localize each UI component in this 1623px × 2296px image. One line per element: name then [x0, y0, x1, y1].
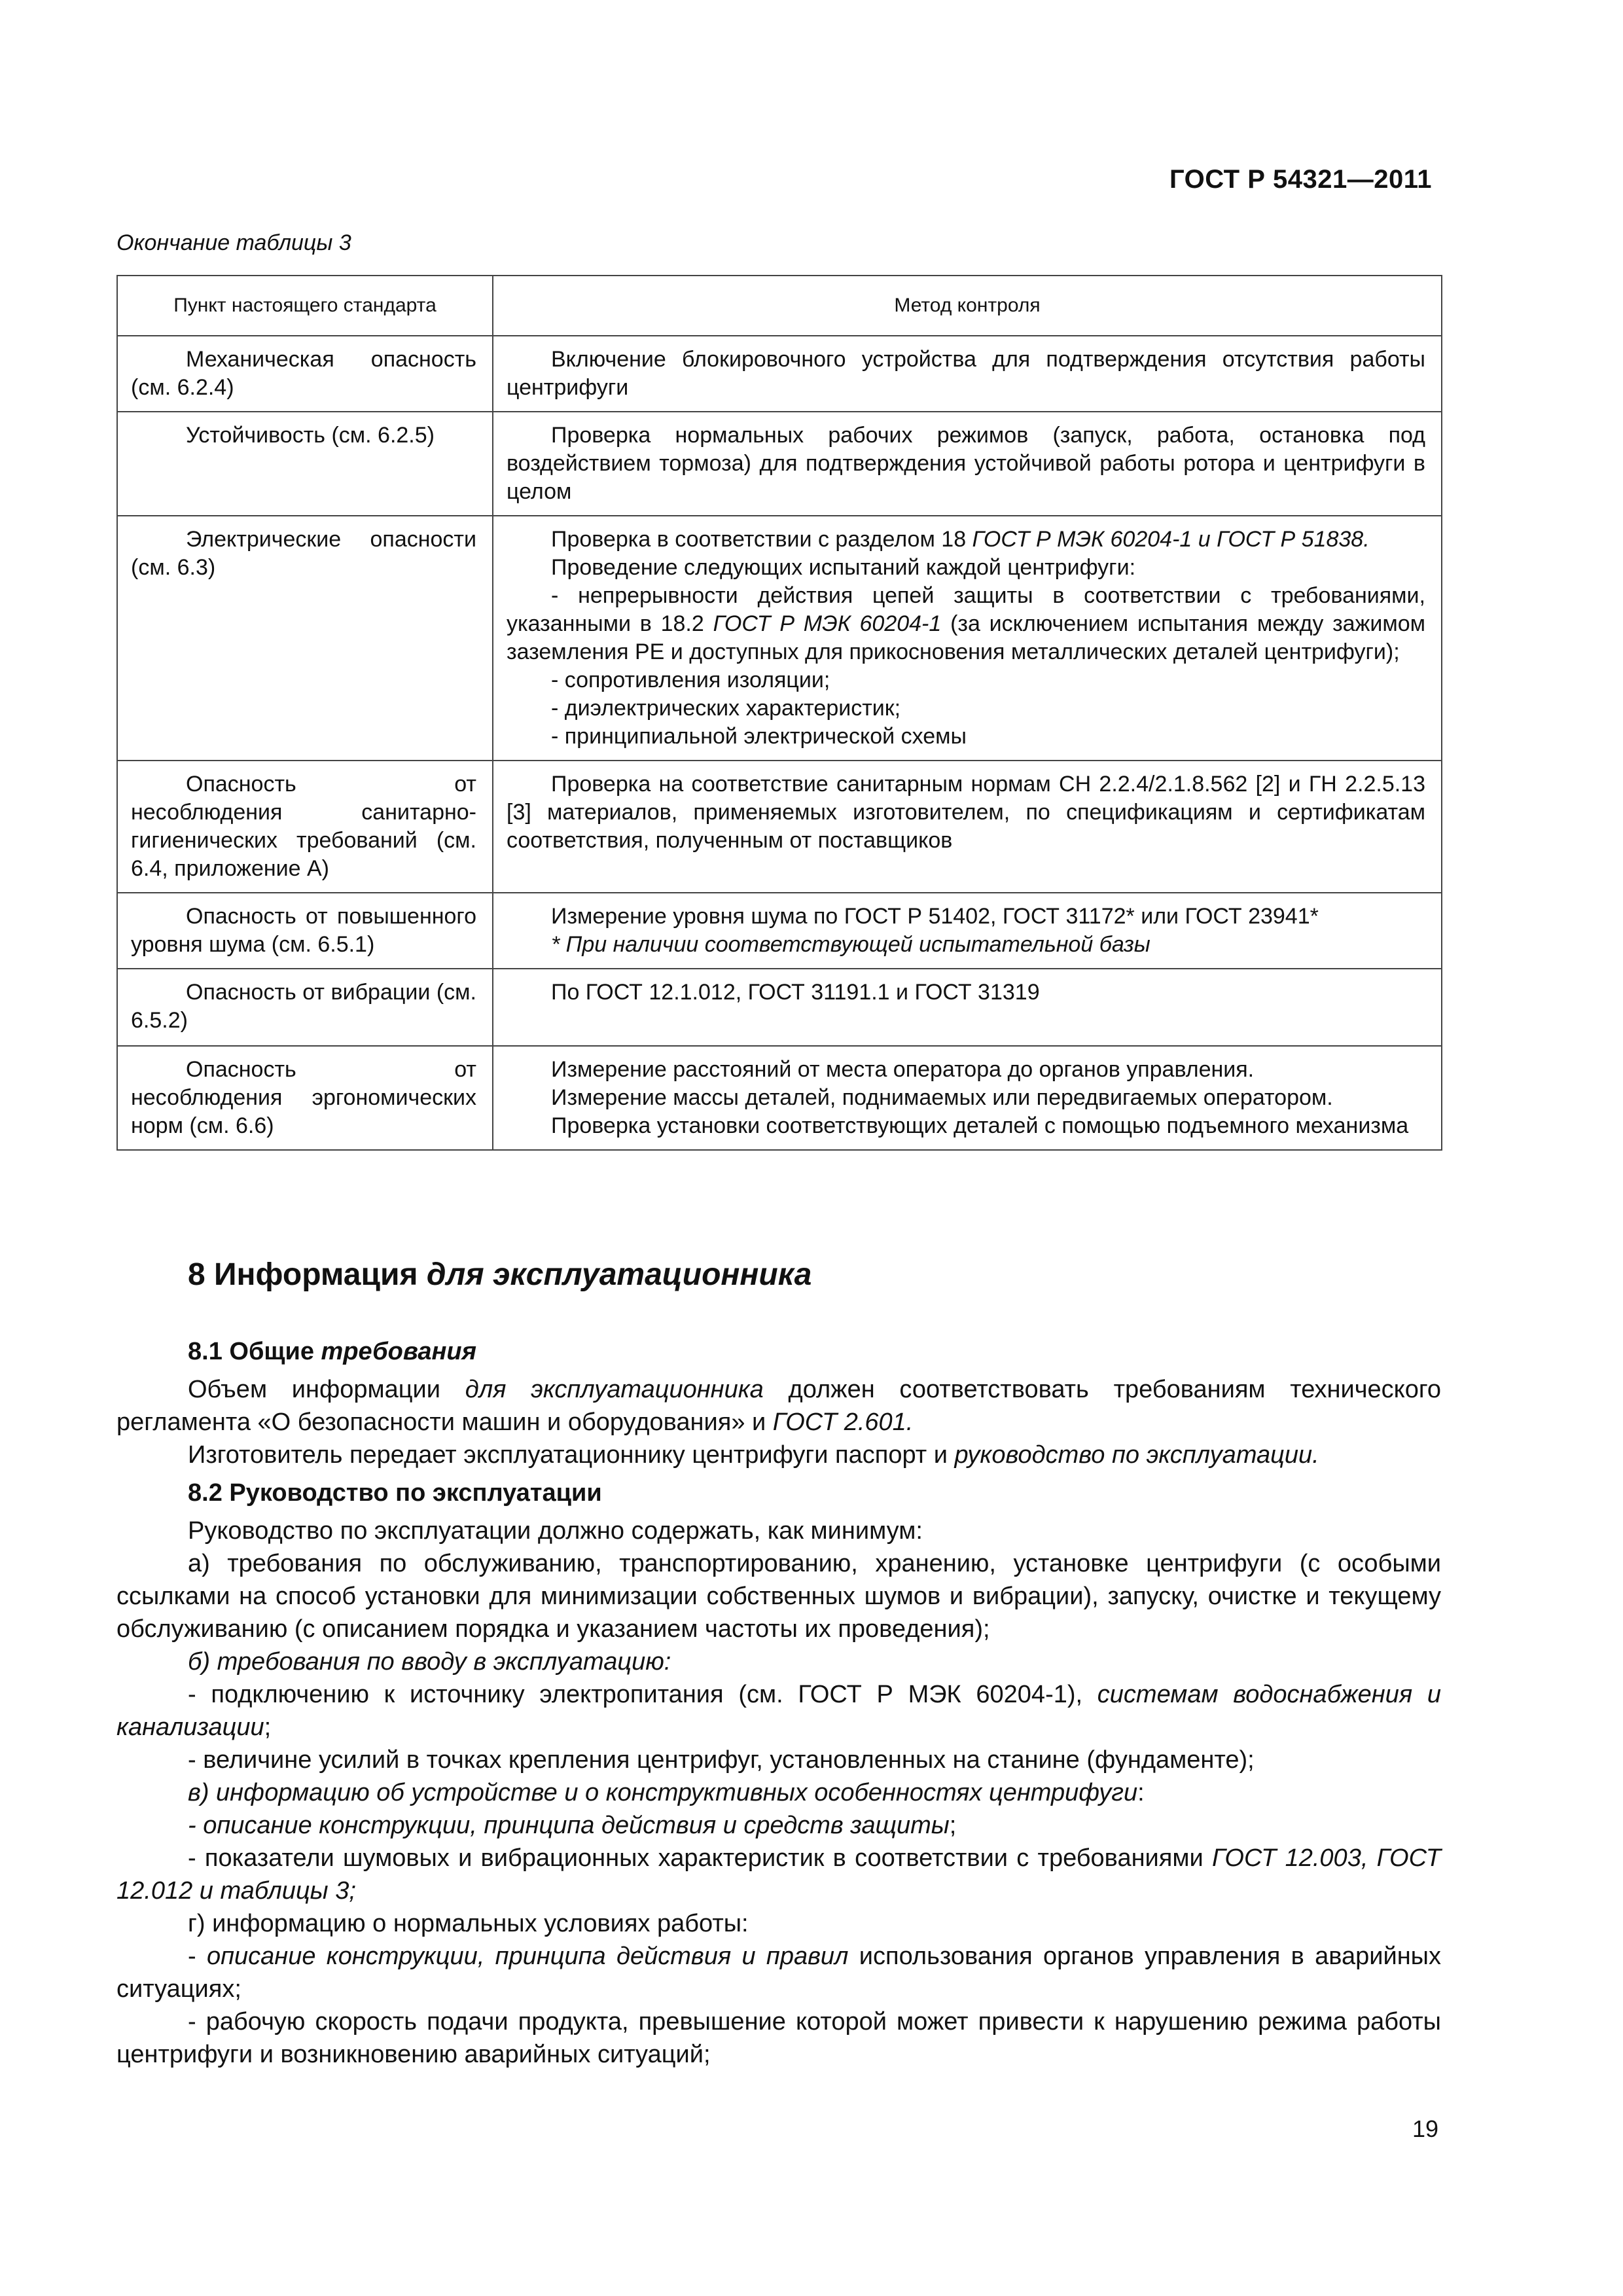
- table-row: [117, 516, 1442, 761]
- list-item: г) информацию о нормальных условиях работы:: [188, 1910, 749, 1937]
- list-item: в) информацию об устройстве и о конструктивных особенностях центрифуги:: [188, 1779, 1145, 1806]
- method-cell: Проверка на соответствие санитарным нормам СН 2.2.4/2.1.8.562 [2] и ГН 2.2.5.13 [3] материалов, применяемых изготовителем, по спецификациям и сертификатам соответствия, полученным от поставщиков: [493, 761, 1442, 893]
- list-item: - подключению к источнику электропитания (см. ГОСТ Р МЭК 60204-1), системам водоснабжения и канализации;: [116, 1681, 1441, 1741]
- list-item: - описание конструкции, принципа действия и средств защиты;: [188, 1812, 957, 1839]
- section-8-heading: 8 Информация для эксплуатационника: [188, 1257, 812, 1292]
- table-row: [117, 412, 1442, 516]
- method-cell: Включение блокировочного устройства для подтверждения отсутствия работы центрифуги: [493, 336, 1442, 412]
- list-item: - показатели шумовых и вибрационных характеристик в соответствии с требованиями ГОСТ 12.003, ГОСТ 12.012 и таблицы 3;: [116, 1844, 1441, 1905]
- item-cell: Опасность от несоблюдения эргономических норм (см. 6.6): [117, 1046, 493, 1150]
- item-cell: Опасность от вибрации (см. 6.5.2): [117, 969, 493, 1046]
- table-header-row: [117, 276, 1442, 336]
- item-cell: Механическая опасность (см. 6.2.4): [117, 336, 493, 412]
- document-code: ГОСТ Р 54321—2011: [1169, 165, 1432, 194]
- list-item: - величине усилий в точках крепления центрифуг, установленных на станине (фундаменте);: [188, 1746, 1255, 1774]
- paragraph: Руководство по эксплуатации должно содержать, как минимум:: [188, 1517, 923, 1545]
- method-cell: Измерение расстояний от места оператора до органов управления. Измерение массы деталей, поднимаемых или передвигаемых оператором. Проверка установки соответствующих деталей с помощью подъемного механизма: [493, 1046, 1442, 1150]
- item-cell: Опасность от несоблюдения санитарно-гигиенических требований (см. 6.4, приложение А): [117, 761, 493, 893]
- table-row: [117, 893, 1442, 969]
- list-item: - принципиальной электрической схемы: [551, 724, 967, 749]
- item-cell: Устойчивость (см. 6.2.5): [117, 412, 493, 516]
- footnote: * При наличии соответствующей испытательной базы: [551, 932, 1150, 957]
- list-item: - рабочую скорость подачи продукта, превышение которой может привести к нарушению режима работы центрифуги и возникновению аварийных ситуаций;: [116, 2008, 1441, 2068]
- subsection-8-2-heading: 8.2 Руководство по эксплуатации: [188, 1479, 602, 1507]
- subsection-8-1-heading: 8.1 Общие требования: [188, 1338, 476, 1365]
- column-header-method: Метод контроля: [493, 276, 1442, 336]
- list-item: - описание конструкции, принципа действия и правил использования органов управления в аварийных ситуациях;: [116, 1943, 1441, 2003]
- list-item: - диэлектрических характеристик;: [551, 696, 901, 721]
- list-item: б) требования по вводу в эксплуатацию:: [188, 1648, 671, 1676]
- item-cell: Опасность от повышенного уровня шума (см. 6.5.1): [117, 893, 493, 969]
- control-methods-table: [116, 275, 1442, 1151]
- method-cell: По ГОСТ 12.1.012, ГОСТ 31191.1 и ГОСТ 31319: [493, 969, 1442, 1046]
- method-cell: Измерение уровня шума по ГОСТ Р 51402, ГОСТ 31172* или ГОСТ 23941* * При наличии соответствующей испытательной базы: [493, 893, 1442, 969]
- section-8-body: [116, 1335, 1441, 2071]
- list-item: а) требования по обслуживанию, транспортированию, хранению, установке центрифуги (с особыми ссылками на способ установки для минимизации собственных шумов и вибрации), запуску, очистке и текущему обслуживанию (с описанием порядка и указанием частоты их проведения);: [116, 1550, 1441, 1643]
- method-cell: Проверка в соответствии с разделом 18 ГОСТ Р МЭК 60204-1 и ГОСТ Р 51838. Проведение следующих испытаний каждой центрифуги: - непрерывности действия цепей защиты в соответствии с требованиями, указанными в 18.2 ГОСТ Р МЭК 60204-1 (за исключением испытания между зажимом заземления PE и доступных для прикосновения металлических деталей центрифуги); - сопротивления изоляции; - диэлектрических характеристик; - принципиальной электрической схемы: [493, 516, 1442, 761]
- paragraph: Объем информации для эксплуатационника должен соответствовать требованиям технического регламента «О безопасности машин и оборудования» и ГОСТ 2.601.: [116, 1376, 1441, 1436]
- table-row: [117, 969, 1442, 1046]
- table-row: [117, 336, 1442, 412]
- table-row: [117, 761, 1442, 893]
- table-caption: Окончание таблицы 3: [116, 230, 351, 255]
- list-item: - сопротивления изоляции;: [551, 668, 830, 692]
- method-cell: Проверка нормальных рабочих режимов (запуск, работа, остановка под воздействием тормоза) для подтверждения устойчивой работы ротора и центрифуги в целом: [493, 412, 1442, 516]
- table-row: [117, 1046, 1442, 1150]
- paragraph: Изготовитель передает эксплуатационнику центрифуги паспорт и руководство по эксплуатации.: [188, 1441, 1319, 1469]
- column-header-item: Пункт настоящего стандарта: [117, 276, 493, 336]
- item-cell: Электрические опасности (см. 6.3): [117, 516, 493, 761]
- page-number: 19: [1412, 2115, 1438, 2142]
